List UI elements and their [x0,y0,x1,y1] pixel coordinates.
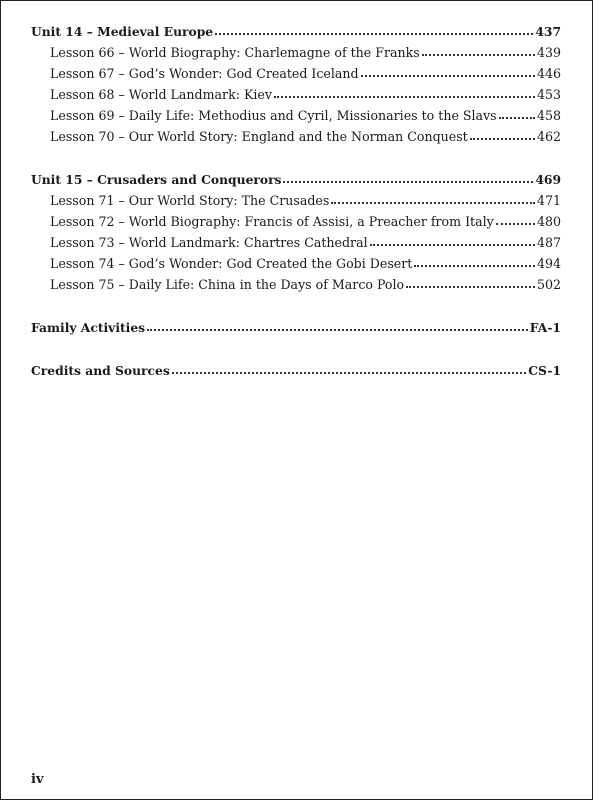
toc-entry-title: Lesson 69 – Daily Life: Methodius and Cyril, Missionaries to the Slavs [50,108,497,123]
toc-entry-page: 480 [536,214,561,229]
toc-lesson-entry [31,211,561,232]
toc-entry-title: Lesson 66 – World Biography: Charlemagne of the Franks [50,45,420,60]
dot-leader [172,366,526,374]
toc-entry-title: Lesson 72 – World Biography: Francis of Assisi, a Preacher from Italy [50,214,494,229]
dot-leader [331,196,535,204]
toc-entry-title: Lesson 74 – God’s Wonder: God Created the Gobi Desert [50,256,413,271]
toc-entry-page: 453 [536,87,561,102]
toc-entry-page: 446 [536,66,561,81]
toc-unit-entry [31,317,561,338]
table-of-contents [31,21,561,403]
toc-entry-title: Unit 14 – Medieval Europe [31,24,214,39]
dot-leader [499,111,535,119]
dot-leader [274,90,535,98]
toc-entry-page: 458 [536,108,561,123]
toc-entry-title: Lesson 68 – World Landmark: Kiev [50,87,272,102]
dot-leader [361,69,535,77]
toc-lesson-entry [31,253,561,274]
dot-leader [283,175,533,183]
toc-entry-title: Lesson 75 – Daily Life: China in the Days of Marco Polo [50,277,405,292]
toc-entry-page: FA-1 [529,320,561,335]
dot-leader [147,323,528,331]
toc-entry-title: Lesson 70 – Our World Story: England and the Norman Conquest [50,129,468,144]
page-number: iv [31,772,44,787]
dot-leader [496,217,535,225]
toc-lesson-entry [31,274,561,295]
toc-entry-title: Family Activities [31,320,146,335]
dot-leader [370,238,535,246]
dot-leader [414,259,535,267]
dot-leader [215,27,533,35]
toc-lesson-entry [31,105,561,126]
toc-entry-page: 471 [536,193,561,208]
toc-entry-title: Credits and Sources [31,363,170,378]
toc-entry-title: Lesson 71 – Our World Story: The Crusades [50,193,330,208]
toc-lesson-entry [31,84,561,105]
toc-entry-title: Unit 15 – Crusaders and Conquerors [31,172,282,187]
toc-entry-page: CS-1 [528,363,561,378]
toc-lesson-entry [31,63,561,84]
toc-entry-title: Lesson 73 – World Landmark: Chartres Cathedral [50,235,368,250]
toc-section-unit-15 [31,169,561,295]
toc-entry-page: 494 [536,256,561,271]
toc-lesson-entry [31,126,561,147]
toc-lesson-entry [31,232,561,253]
toc-lesson-entry [31,190,561,211]
dot-leader [470,132,535,140]
toc-entry-page: 469 [535,172,561,187]
toc-entry-page: 439 [536,45,561,60]
toc-entry-page: 462 [536,129,561,144]
toc-unit-entry [31,21,561,42]
toc-unit-entry [31,360,561,381]
toc-unit-entry [31,169,561,190]
toc-entry-title: Lesson 67 – God’s Wonder: God Created Iceland [50,66,359,81]
toc-section-credits-and-sources [31,360,561,381]
toc-section-unit-14 [31,21,561,147]
toc-entry-page: 437 [535,24,561,39]
dot-leader [422,48,535,56]
dot-leader [406,280,535,288]
toc-lesson-entry [31,42,561,63]
toc-entry-page: 487 [536,235,561,250]
toc-entry-page: 502 [536,277,561,292]
toc-section-family-activities [31,317,561,338]
